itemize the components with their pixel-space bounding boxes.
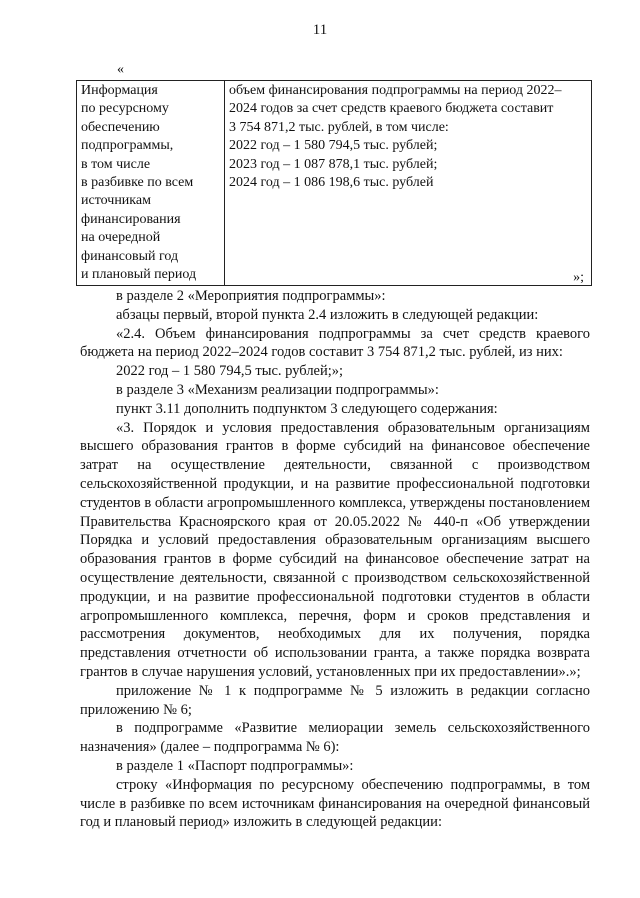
paragraph: абзацы первый, второй пункта 2.4 изложить в следующей редакции: (116, 306, 539, 323)
opening-quote-mark: « (117, 62, 124, 77)
label-line: источникам (81, 193, 151, 209)
paragraph: строку «Информация по ресурсному обеспечению подпрограммы, в том числе в разбивке по всем источникам финансирования на очередной финансовый год и плановый период» изложить в следующей редакции: (80, 776, 590, 831)
value-line: объем финансирования подпрограммы на период 2022– (229, 83, 562, 98)
paragraph: пункт 3.11 дополнить подпунктом 3 следующего содержания: (116, 400, 498, 417)
label-line: в разбивке по всем (81, 175, 194, 191)
label-line: финансовый год (81, 248, 179, 264)
value-line: 2024 годов за счет средств краевого бюджета составит (229, 101, 554, 117)
label-line: и плановый период (81, 267, 197, 283)
label-line: обеспечению (81, 119, 160, 135)
value-line: 3 754 871,2 тыс. рублей, в том числе: (229, 119, 449, 135)
label-line: подпрограммы, (81, 138, 174, 154)
label-line: в том числе (81, 156, 151, 172)
table-row (77, 81, 592, 286)
page-number: 11 (312, 22, 328, 38)
paragraph: «3. Порядок и условия предоставления образовательным организациям высшего образования грантов в форме субсидий на финансовое обеспечение затрат на осуществление деятельности, связанной с производством сельскохозяйственной продукции, и на развитие профессиональной подготовки студентов в области агропромышленного комплекса, утверждены постановлением Правительства Красноярского края от 20.05.2022 № 440-п «Об утверждении Порядка и условий предоставления образовательным организациям высшего образования грантов в форме субсидий на финансовое обеспечение затрат на осуществление деятельности, связанной с производством сельскохозяйственной продукции, и на развитие профессиональной подготовки студентов в области агропромышленного комплекса, перечня, форм и сроков представления и рассмотрения документов, необходимых для их получения, порядка представления отчетности об использовании гранта, а также порядка возврата грантов в случае нарушения условий, установленных при их предоставлении».»; (80, 419, 590, 680)
table-cell-value (225, 81, 592, 286)
value-line: 2022 год – 1 580 794,5 тыс. рублей; (229, 138, 438, 154)
table-cell-label (77, 81, 225, 286)
label-line: по ресурсному (81, 101, 169, 117)
value-line: 2024 год – 1 086 198,6 тыс. рублей (229, 175, 434, 191)
value-line: 2023 год – 1 087 878,1 тыс. рублей; (229, 156, 438, 172)
paragraph: 2022 год – 1 580 794,5 тыс. рублей;»; (116, 363, 344, 380)
closing-quote-mark: »; (573, 270, 584, 285)
paragraph: в подпрограмме «Развитие мелиорации земель сельскохозяйственного назначения» (далее – подпрограмма № 6): (80, 720, 590, 756)
label-line: Информация (81, 83, 158, 98)
paragraph: «2.4. Объем финансирования подпрограммы за счет средств краевого бюджета на период 2022–2024 годов составит 3 754 871,2 тыс. рублей, из них: (80, 325, 590, 361)
paragraph: в разделе 2 «Мероприятия подпрограммы»: (116, 288, 386, 304)
label-line: финансирования (81, 211, 181, 227)
resource-info-table (76, 80, 592, 286)
paragraph: приложение № 1 к подпрограмме № 5 изложить в редакции согласно приложению № 6; (80, 682, 590, 718)
paragraph: в разделе 3 «Механизм реализации подпрограммы»: (116, 381, 439, 398)
label-line: на очередной (81, 230, 161, 246)
document-body (80, 287, 590, 832)
paragraph: в разделе 1 «Паспорт подпрограммы»: (116, 757, 354, 774)
